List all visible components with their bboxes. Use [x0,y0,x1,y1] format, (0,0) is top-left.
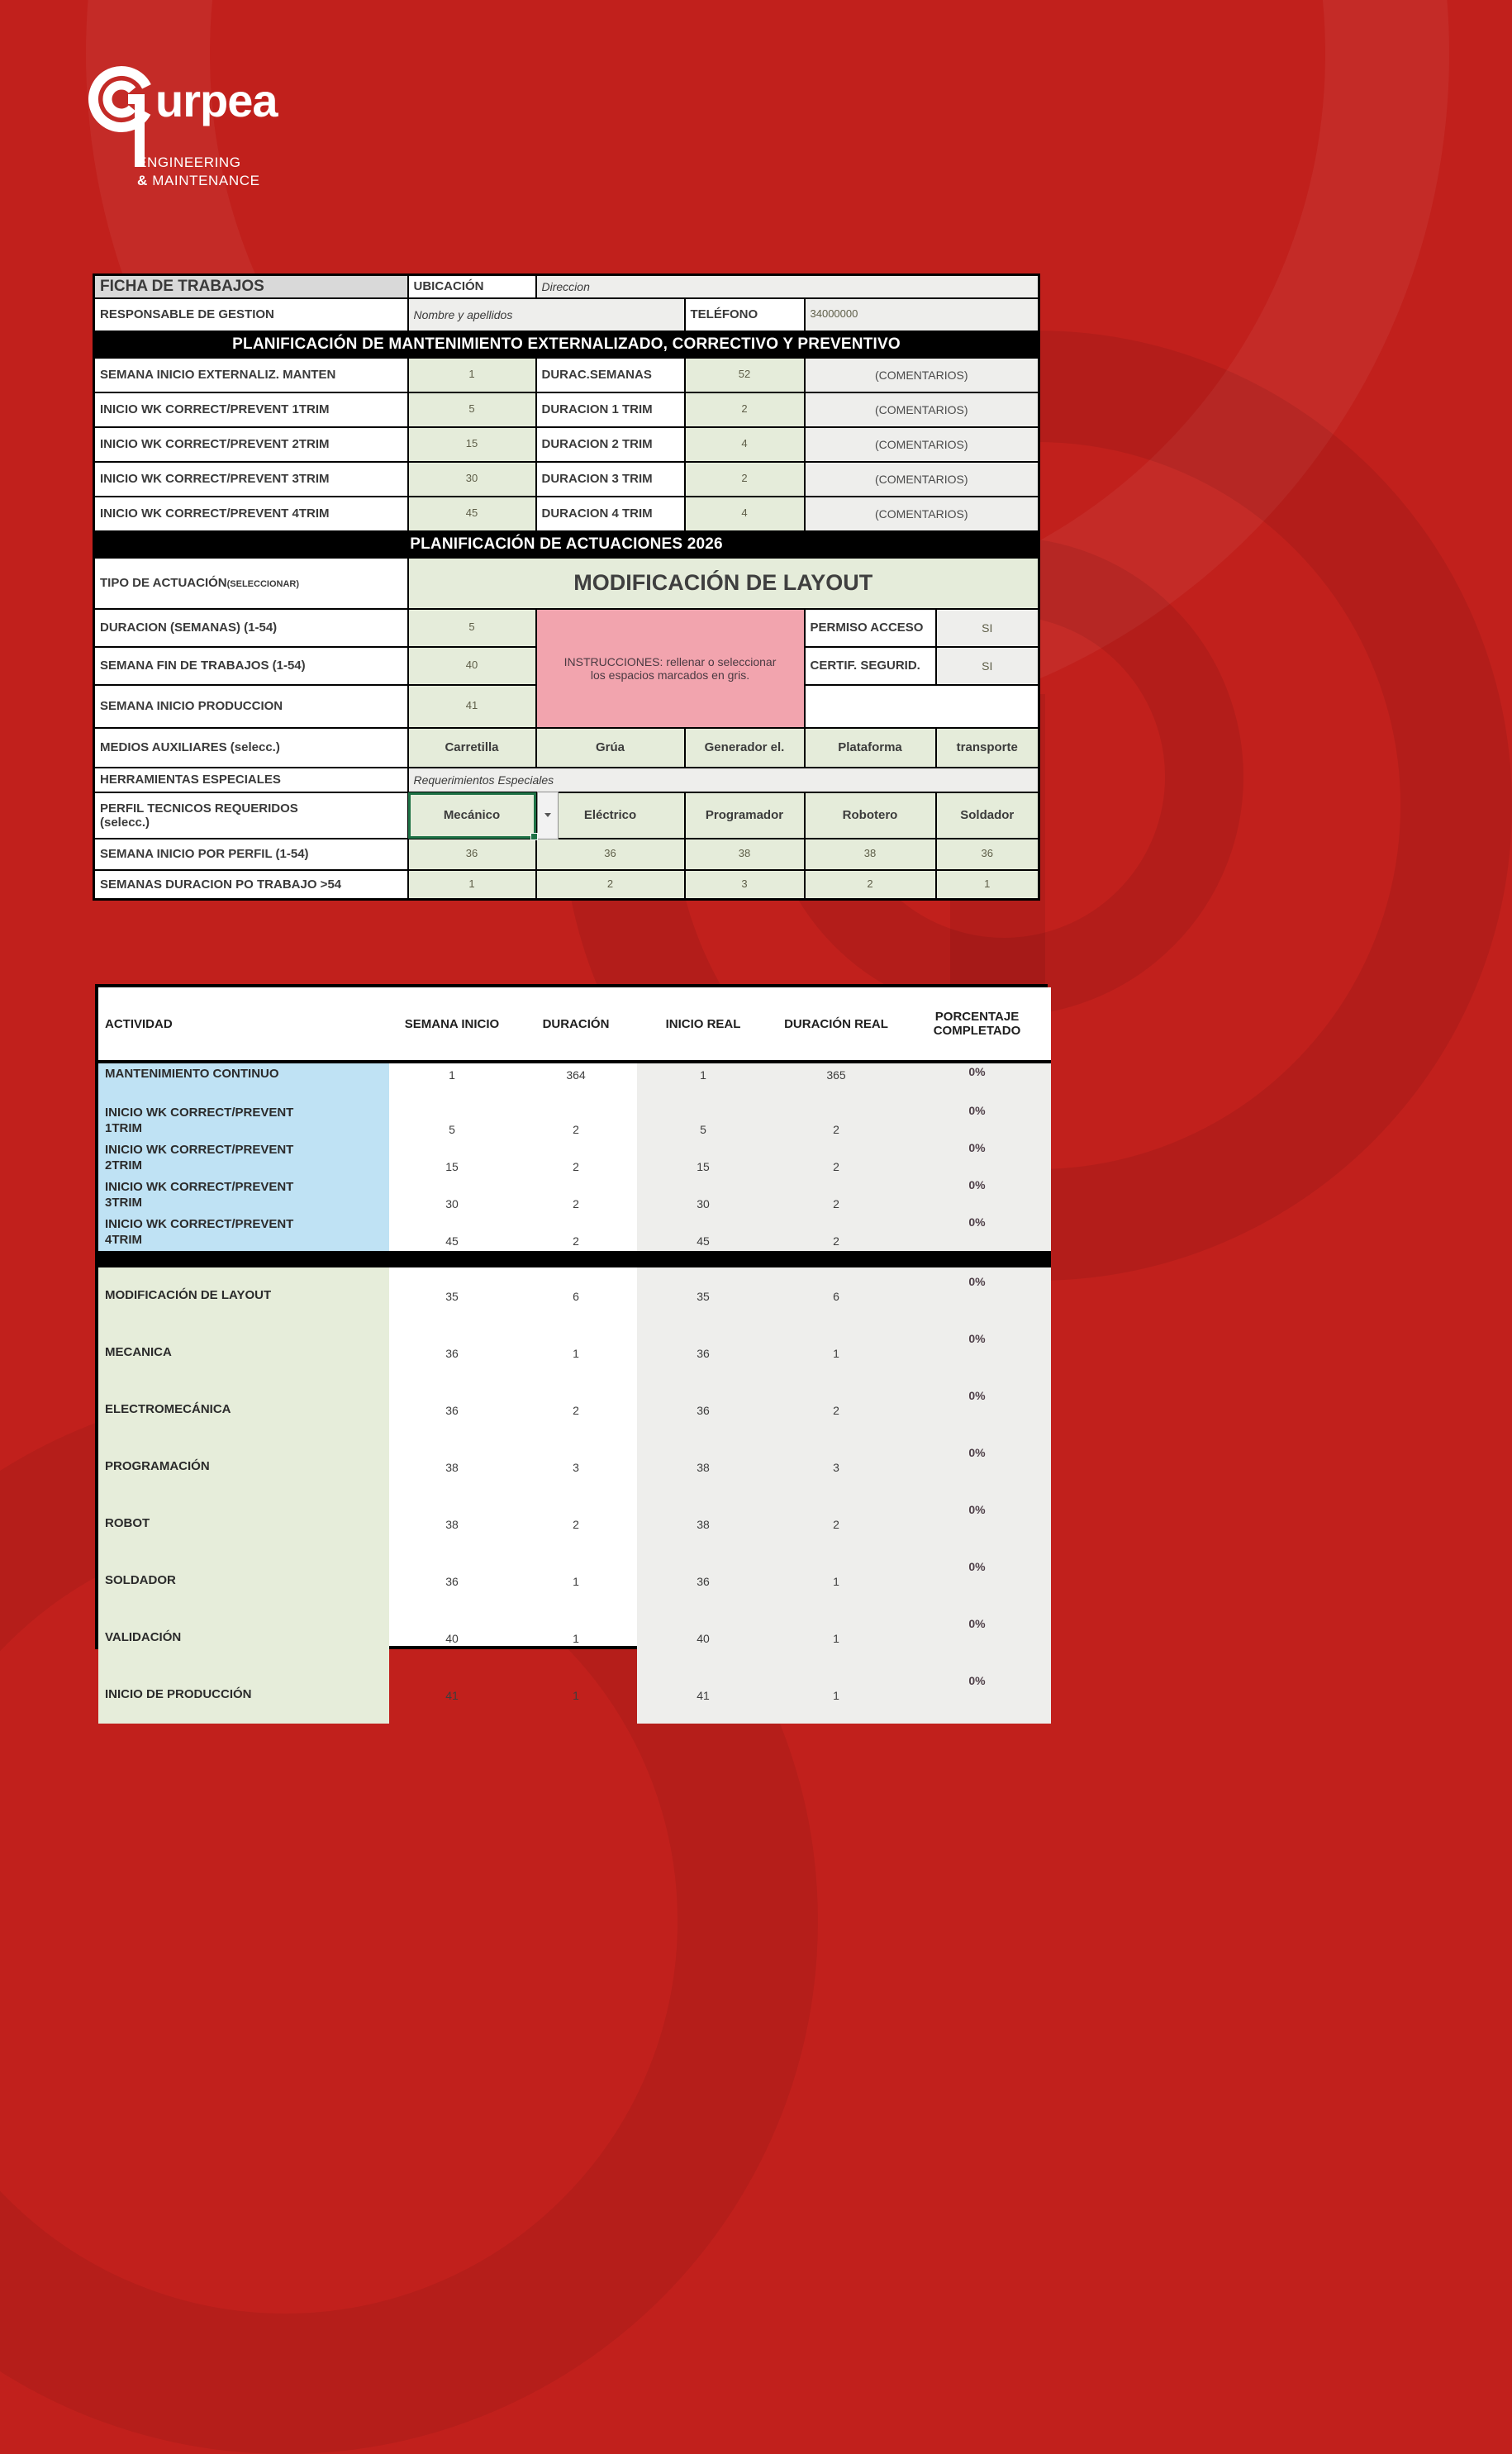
porcentaje-value: 0% [903,1139,1051,1177]
plan-row-label: INICIO WK CORRECT/PREVENT 3TRIM [94,462,408,497]
header-actividad: ACTIVIDAD [98,987,389,1062]
table-row [98,1139,1051,1177]
activity-label: INICIO WK CORRECT/PREVENT 4TRIM [98,1214,389,1251]
sheet-title: FICHA DE TRABAJOS [94,275,408,298]
porcentaje-value: 0% [903,1553,1051,1610]
logo-maintenance-text: & MAINTENANCE [137,173,260,189]
comments-cell[interactable]: (COMENTARIOS) [805,497,1039,531]
duracion-real-value: 1 [769,1324,903,1382]
porcentaje-value: 0% [903,1667,1051,1724]
duracion-real-value: 2 [769,1382,903,1439]
table-row [98,1496,1051,1553]
inicio-real-value: 36 [637,1382,769,1439]
header-semana-inicio: SEMANA INICIO [389,987,515,1062]
herramientas-especiales-label: HERRAMIENTAS ESPECIALES [94,768,408,792]
semana-inicio-value: 36 [445,1403,459,1417]
duracion-semanas-label: DURACION (SEMANAS) (1-54) [94,609,408,647]
ubicacion-label: UBICACIÓN [408,275,536,298]
porcentaje-value: 0% [903,1102,1051,1139]
duracion-trabajo-value-cell[interactable]: 3 [685,870,805,900]
inicio-real-value: 30 [637,1177,769,1214]
selection-fill-handle[interactable] [530,833,538,840]
plan-row-label2: DURAC.SEMANAS [536,358,685,392]
table-row [98,1102,1051,1139]
medios-auxiliares-label: MEDIOS AUXILIARES (selecc.) [94,728,408,768]
header-duracion: DURACIÓN [515,987,637,1062]
duracion-trabajo-value-cell[interactable]: 2 [805,870,936,900]
inicio-real-value: 40 [637,1610,769,1667]
plan-row-value2-cell[interactable]: 52 [685,358,805,392]
semana-inicio-value: 36 [445,1574,459,1588]
duracion-value: 2 [573,1403,579,1417]
table-row [98,1667,1051,1724]
duracion-value: 2 [573,1234,579,1248]
semana-fin-value-cell[interactable]: 40 [408,647,536,685]
table-row [98,1439,1051,1496]
certif-segurid-value-cell[interactable]: SI [936,647,1039,685]
table-row [98,1553,1051,1610]
duracion-value: 3 [573,1460,579,1474]
plan-row-value-cell[interactable]: 30 [408,462,536,497]
plan-row-label: INICIO WK CORRECT/PREVENT 4TRIM [94,497,408,531]
duracion-real-value: 3 [769,1439,903,1496]
semana-inicio-produccion-label: SEMANA INICIO PRODUCCION [94,685,408,728]
duracion-value: 1 [573,1574,579,1588]
porcentaje-value: 0% [903,1177,1051,1214]
table-row [98,1610,1051,1667]
inicio-real-value: 35 [637,1267,769,1324]
activity-label: PROGRAMACIÓN [98,1439,389,1496]
inicio-real-value: 1 [637,1062,769,1102]
perfil-electrico-cell[interactable]: Eléctrico [536,792,685,839]
semana-inicio-produccion-value-cell[interactable]: 41 [408,685,536,728]
inicio-perfil-value-cell[interactable]: 38 [805,839,936,870]
duracion-real-value: 365 [769,1062,903,1102]
permiso-acceso-label: PERMISO ACCESO [805,609,936,647]
medio-carretilla-cell[interactable]: Carretilla [408,728,536,768]
porcentaje-value: 0% [903,1610,1051,1667]
duracion-real-value: 2 [769,1496,903,1553]
telefono-label: TELÉFONO [685,298,805,331]
plan-row-value2-cell[interactable]: 2 [685,462,805,497]
header-porcentaje: PORCENTAJE COMPLETADO [903,987,1051,1062]
actividades-summary-sheet [95,984,1048,1702]
perfil-soldador-cell[interactable]: Soldador [936,792,1039,839]
inicio-perfil-value-cell[interactable]: 36 [936,839,1039,870]
activity-label: MECANICA [98,1324,389,1382]
plan-row-label2: DURACION 1 TRIM [536,392,685,427]
table-row [98,1062,1051,1102]
activity-label: INICIO DE PRODUCCIÓN [98,1667,389,1724]
porcentaje-value: 0% [903,1214,1051,1251]
activity-label: INICIO WK CORRECT/PREVENT 3TRIM [98,1177,389,1214]
plan-row-label2: DURACION 2 TRIM [536,427,685,462]
semana-inicio-value: 38 [445,1460,459,1474]
plan-row-label2: DURACION 3 TRIM [536,462,685,497]
table-row [98,1214,1051,1251]
semana-fin-label: SEMANA FIN DE TRABAJOS (1-54) [94,647,408,685]
duracion-real-value: 1 [769,1553,903,1610]
inicio-real-value: 36 [637,1324,769,1382]
duracion-trabajo-value-cell[interactable]: 2 [536,870,685,900]
certif-segurid-label: CERTIF. SEGURID. [805,647,936,685]
duracion-value: 364 [566,1068,586,1082]
semana-inicio-value: 5 [449,1123,455,1136]
activity-label: INICIO WK CORRECT/PREVENT 1TRIM [98,1102,389,1139]
duracion-real-value: 2 [769,1102,903,1139]
porcentaje-value: 0% [903,1324,1051,1382]
duracion-semanas-value-cell[interactable]: 5 [408,609,536,647]
comments-cell[interactable]: (COMENTARIOS) [805,392,1039,427]
semana-inicio-value: 1 [449,1068,455,1082]
instrucciones-note: INSTRUCCIONES: rellenar o seleccionar los espacios marcados en gris. [536,609,805,728]
inicio-real-value: 45 [637,1214,769,1251]
semana-inicio-value: 30 [445,1197,459,1210]
plan-row-value-cell[interactable]: 15 [408,427,536,462]
tipo-actuacion-label: TIPO DE ACTUACIÓN(SELECCIONAR) [94,558,408,609]
logo-brand-text: urpea [155,74,278,126]
activity-label: MANTENIMIENTO CONTINUO [98,1062,389,1102]
duracion-real-value: 6 [769,1267,903,1324]
plan-row-value2-cell[interactable]: 4 [685,497,805,531]
duracion-real-value: 1 [769,1667,903,1724]
comments-cell[interactable]: (COMENTARIOS) [805,462,1039,497]
semana-inicio-value: 35 [445,1289,459,1303]
duracion-real-value: 1 [769,1610,903,1667]
permiso-acceso-value-cell[interactable]: SI [936,609,1039,647]
ficha-de-trabajos-sheet [93,273,1040,901]
logo-engineering-text: ENGINEERING [137,155,241,170]
tipo-actuacion-value-cell[interactable]: MODIFICACIÓN DE LAYOUT [408,558,1039,609]
duracion-value: 6 [573,1289,579,1303]
duracion-trabajo-value-cell[interactable]: 1 [936,870,1039,900]
semana-inicio-value: 41 [445,1688,459,1702]
activity-label: SOLDADOR [98,1553,389,1610]
duracion-value: 2 [573,1160,579,1173]
nombre-input-cell[interactable]: Nombre y apellidos [408,298,685,331]
section-divider [98,1251,1051,1267]
telefono-input-cell[interactable]: 34000000 [805,298,1039,331]
duracion-real-value: 2 [769,1177,903,1214]
table-row [98,1324,1051,1382]
empty-cell [805,685,1039,728]
comments-cell[interactable]: (COMENTARIOS) [805,427,1039,462]
plan-row-value-cell[interactable]: 45 [408,497,536,531]
duracion-value: 1 [573,1346,579,1360]
responsable-label: RESPONSABLE DE GESTION [94,298,408,331]
table-row [98,1382,1051,1439]
semana-inicio-value: 38 [445,1517,459,1531]
duracion-value: 1 [573,1631,579,1645]
header-duracion-real: DURACIÓN REAL [769,987,903,1062]
activity-label: VALIDACIÓN [98,1610,389,1667]
plan-row-value2-cell[interactable]: 4 [685,427,805,462]
duracion-real-value: 2 [769,1214,903,1251]
logo-ampersand: & [137,173,148,189]
plan-row-label: INICIO WK CORRECT/PREVENT 1TRIM [94,392,408,427]
porcentaje-value: 0% [903,1382,1051,1439]
perfil-programador-cell[interactable]: Programador [685,792,805,839]
semana-inicio-value: 15 [445,1160,459,1173]
inicio-real-value: 41 [637,1667,769,1724]
medio-plataforma-cell[interactable]: Plataforma [805,728,936,768]
direccion-input-cell[interactable]: Direccion [536,275,1039,298]
plan-row-label: INICIO WK CORRECT/PREVENT 2TRIM [94,427,408,462]
activity-label: MODIFICACIÓN DE LAYOUT [98,1267,389,1324]
medio-transporte-cell[interactable]: transporte [936,728,1039,768]
gurpea-logo [89,66,278,190]
perfil-mecanico-cell-selected[interactable]: Mecánico [408,792,536,839]
herramientas-input-cell[interactable]: Requerimientos Especiales [408,768,1039,792]
inicio-real-value: 38 [637,1439,769,1496]
porcentaje-value: 0% [903,1496,1051,1553]
porcentaje-value: 0% [903,1439,1051,1496]
porcentaje-value: 0% [903,1267,1051,1324]
inicio-real-value: 38 [637,1496,769,1553]
perfil-tecnicos-label: PERFIL TECNICOS REQUERIDOS (selecc.) [94,792,408,839]
semana-inicio-value: 45 [445,1234,459,1248]
perfil-robotero-cell[interactable]: Robotero [805,792,936,839]
duracion-trabajo-value-cell[interactable]: 1 [408,870,536,900]
activity-label: INICIO WK CORRECT/PREVENT 2TRIM [98,1139,389,1177]
inicio-perfil-value-cell[interactable]: 38 [685,839,805,870]
banner-planificacion-mantenimiento: PLANIFICACIÓN DE MANTENIMIENTO EXTERNALIZADO, CORRECTIVO Y PREVENTIVO [94,331,1039,358]
inicio-real-value: 36 [637,1553,769,1610]
duracion-value: 1 [573,1688,579,1702]
inicio-real-value: 5 [637,1102,769,1139]
duracion-value: 2 [573,1517,579,1531]
duracion-value: 2 [573,1197,579,1210]
medio-generador-cell[interactable]: Generador el. [685,728,805,768]
banner-planificacion-actuaciones: PLANIFICACIÓN DE ACTUACIONES 2026 [94,531,1039,558]
inicio-real-value: 15 [637,1139,769,1177]
table-row [98,1267,1051,1324]
semanas-duracion-trabajo-label: SEMANAS DURACION PO TRABAJO >54 [94,870,408,900]
comments-cell[interactable]: (COMENTARIOS) [805,358,1039,392]
inicio-perfil-value-cell[interactable]: 36 [408,839,536,870]
plan-row-value-cell[interactable]: 1 [408,358,536,392]
table-row [98,1177,1051,1214]
semana-inicio-por-perfil-label: SEMANA INICIO POR PERFIL (1-54) [94,839,408,870]
activity-label: ELECTROMECÁNICA [98,1382,389,1439]
medio-grua-cell[interactable]: Grúa [536,728,685,768]
duracion-real-value: 2 [769,1139,903,1177]
duracion-value: 2 [573,1123,579,1136]
header-inicio-real: INICIO REAL [637,987,769,1062]
plan-row-label: SEMANA INICIO EXTERNALIZ. MANTEN [94,358,408,392]
dropdown-arrow-icon[interactable] [537,792,559,839]
activity-label: ROBOT [98,1496,389,1553]
porcentaje-value: 0% [903,1062,1051,1102]
plan-row-value-cell[interactable]: 5 [408,392,536,427]
semana-inicio-value: 36 [445,1346,459,1360]
semana-inicio-value: 40 [445,1631,459,1645]
plan-row-value2-cell[interactable]: 2 [685,392,805,427]
plan-row-label2: DURACION 4 TRIM [536,497,685,531]
inicio-perfil-value-cell[interactable]: 36 [536,839,685,870]
